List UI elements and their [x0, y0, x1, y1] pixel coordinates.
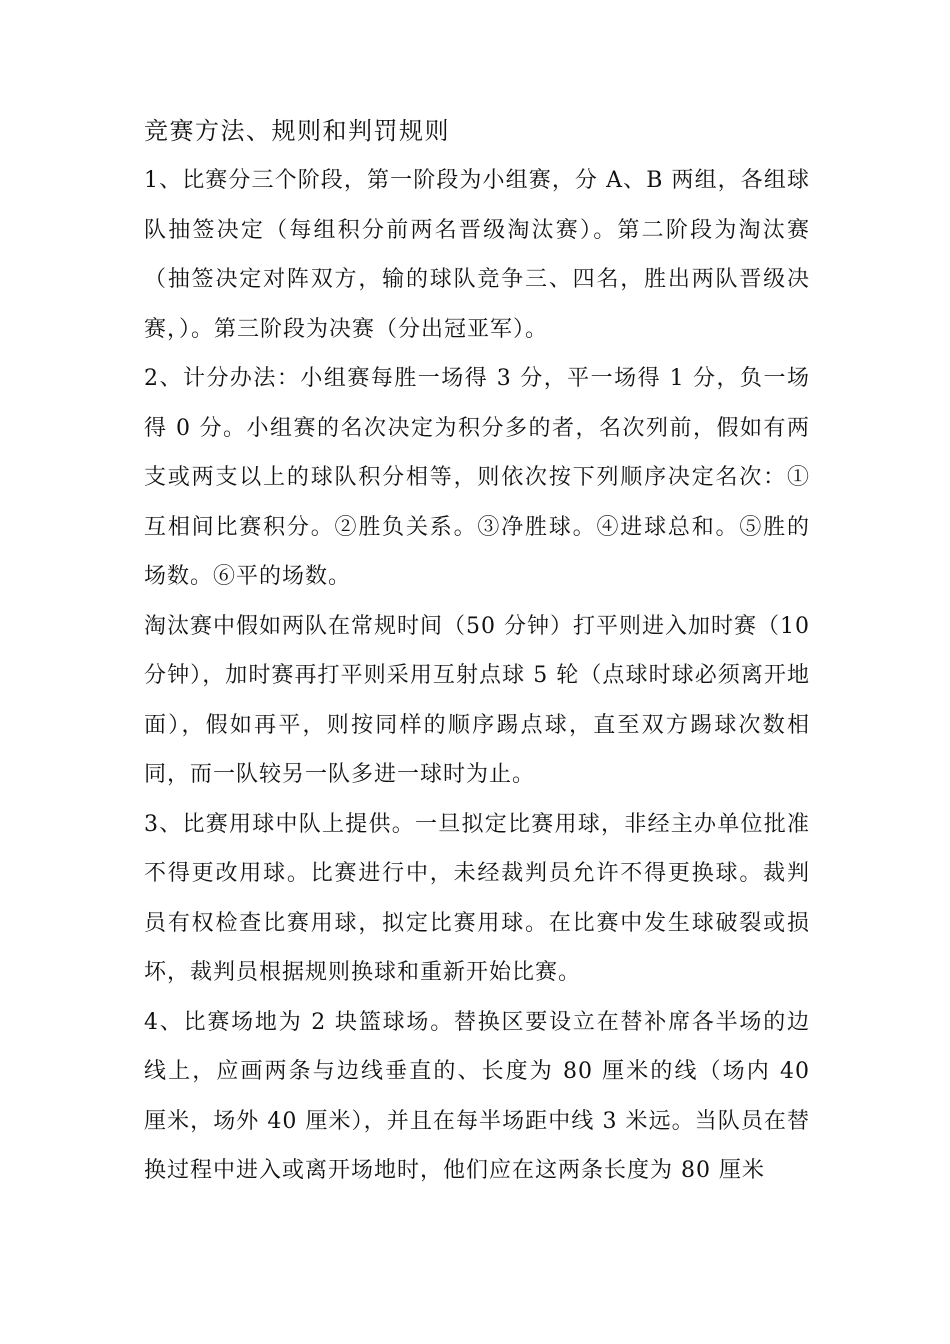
paragraph-scoring: 2、计分办法：小组赛每胜一场得 3 分，平一场得 1 分，负一场得 0 分。小组赛的名次决定为积分多的者，名次列前，假如有两支或两支以上的球队积分相等，则依次按下列顺序决定名次：①互相间比赛积分。②胜负关系。③净胜球。④进球总和。⑤胜的场数。⑥平的场数。 — [144, 366, 810, 589]
paragraph-field: 4、比赛场地为 2 块篮球场。替换区要设立在替补席各半场的边线上，应画两条与边线垂直的、长度为 80 厘米的线（场内 40 厘米，场外 40 厘米），并且在每半场距中线 3 米远。当队员在替换过程中进入或离开场地时，他们应在这两条长度为 80 厘米 — [144, 1009, 810, 1183]
paragraph-knockout-tiebreak: 淘汰赛中假如两队在常规时间（50 分钟）打平则进入加时赛（10 分钟），加时赛再打平则采用互射点球 5 轮（点球时球必须离开地面），假如再平，则按同样的顺序踢点球，直至双方踢球次数相同，而一队较另一队多进一球时为止。 — [144, 613, 810, 787]
document-title: 竞赛方法、规则和判罚规则 — [144, 117, 450, 145]
paragraph-stages: 1、比赛分三个阶段，第一阶段为小组赛，分 A、B 两组，各组球队抽签决定（每组积分前两名晋级淘汰赛）。第二阶段为淘汰赛（抽签决定对阵双方，输的球队竞争三、四名，胜出两队晋级决赛，）。第三阶段为决赛（分出冠亚军）。 — [144, 168, 810, 342]
paragraph-match-ball: 3、比赛用球中队上提供。一旦拟定比赛用球，非经主办单位批准不得更改用球。比赛进行中，未经裁判员允许不得更换球。裁判员有权检查比赛用球，拟定比赛用球。在比赛中发生球破裂或损坏，裁判员根据规则换球和重新开始比赛。 — [144, 811, 810, 985]
document-body — [144, 106, 810, 1196]
